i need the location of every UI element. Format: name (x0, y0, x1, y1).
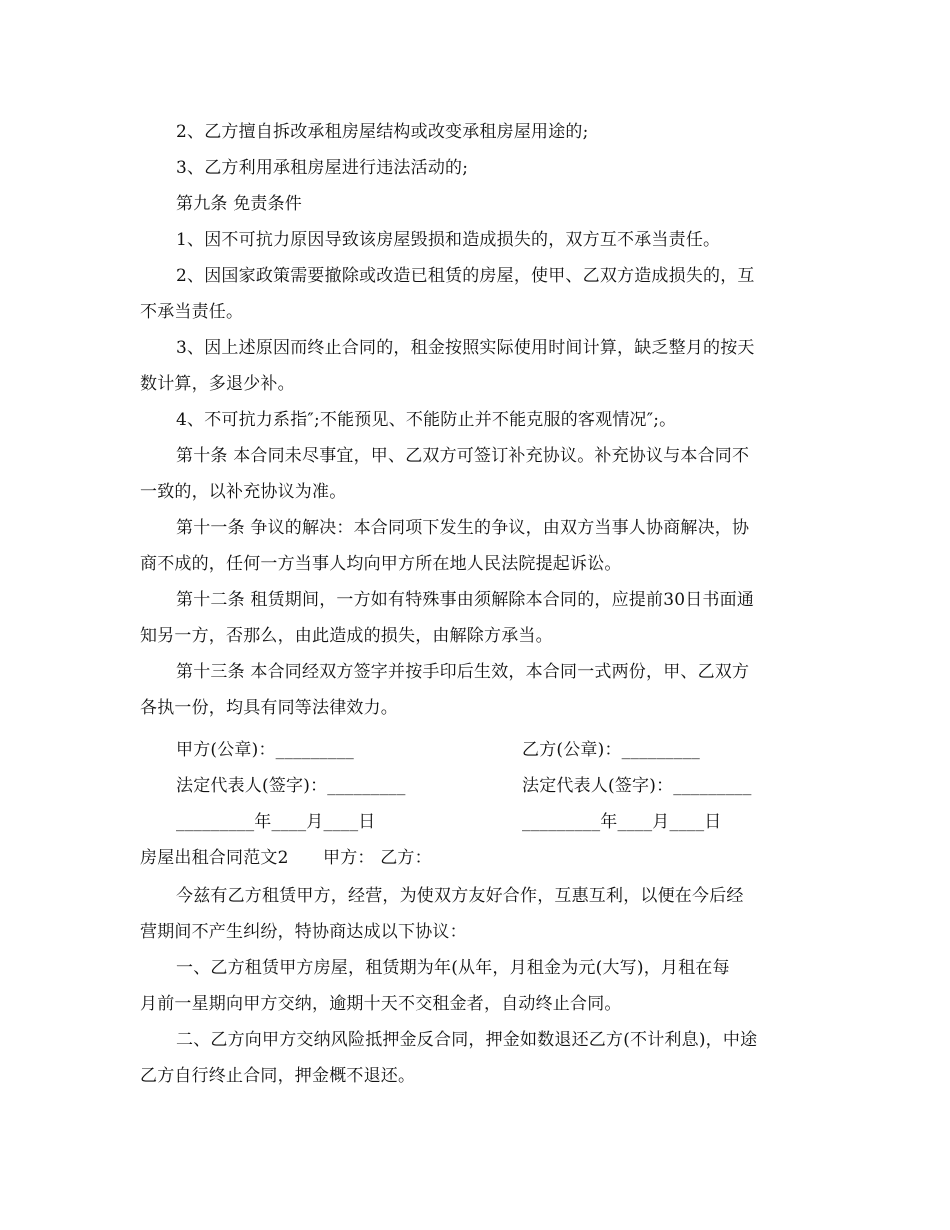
article-text: 商不成的，任何一方当事人均向甲方所在地人民法院提起诉讼。 (140, 554, 622, 574)
party-b-representative-field: 法定代表人(签字)：_________ (522, 776, 752, 796)
clause-text: 2、因国家政策需要撤除或改造已租赁的房屋，使甲、乙双方造成损失的，互 (176, 266, 755, 286)
paragraph-text: 一、乙方租赁甲方房屋，租赁期为年(从年，月租金为元(大写)，月租在每 (176, 958, 730, 978)
paragraph-text: 月前一星期向甲方交纳，逾期十天不交租金者，自动终止合同。 (140, 994, 622, 1014)
article-text: 各执一份，均具有同等法律效力。 (140, 698, 398, 718)
article-text: 第十条 本合同未尽事宜，甲、乙双方可签订补充协议。补充协议与本合同不 (176, 446, 750, 466)
clause-text: 数计算，多退少补。 (140, 374, 295, 394)
section-title: 房屋出租合同范文2 甲方： 乙方： (140, 848, 432, 868)
paragraph-text: 今兹有乙方租赁甲方，经营，为使双方友好合作，互惠互利，以便在今后经 (176, 886, 744, 906)
clause-text: 1、因不可抗力原因导致该房屋毁损和造成损失的，双方互不承当责任。 (176, 230, 721, 250)
party-b-date-field: _________年____月____日 (522, 812, 722, 832)
party-a-seal-field: 甲方(公章)：_________ (176, 740, 354, 760)
party-b-seal-field: 乙方(公章)：_________ (522, 740, 700, 760)
article-heading: 第九条 免责条件 (176, 194, 303, 214)
clause-text: 2、乙方擅自拆改承租房屋结构或改变承租房屋用途的; (176, 122, 589, 142)
clause-text: 4、不可抗力系指″;不能预见、不能防止并不能克服的客观情况″;。 (176, 410, 677, 430)
paragraph-text: 营期间不产生纠纷，特协商达成以下协议： (140, 922, 467, 942)
paragraph-text: 二、乙方向甲方交纳风险抵押金反合同，押金如数退还乙方(不计利息)，中途 (176, 1030, 758, 1050)
clause-text: 3、乙方利用承租房屋进行违法活动的; (176, 158, 469, 178)
paragraph-text: 乙方自行终止合同，押金概不退还。 (140, 1066, 416, 1086)
party-a-date-field: _________年____月____日 (176, 812, 376, 832)
clause-text: 不承当责任。 (140, 302, 244, 322)
article-text: 第十三条 本合同经双方签字并按手印后生效，本合同一式两份，甲、乙双方 (176, 662, 750, 682)
article-text: 知另一方，否那么，由此造成的损失，由解除方承当。 (140, 626, 553, 646)
party-a-representative-field: 法定代表人(签字)：_________ (176, 776, 406, 796)
article-text: 第十一条 争议的解决：本合同项下发生的争议，由双方当事人协商解决，协 (176, 518, 750, 538)
clause-text: 3、因上述原因而终止合同的，租金按照实际使用时间计算，缺乏整月的按天 (176, 338, 755, 358)
article-text: 第十二条 租赁期间，一方如有特殊事由须解除本合同的，应提前30日书面通 (176, 590, 755, 610)
article-text: 一致的，以补充协议为准。 (140, 482, 347, 502)
